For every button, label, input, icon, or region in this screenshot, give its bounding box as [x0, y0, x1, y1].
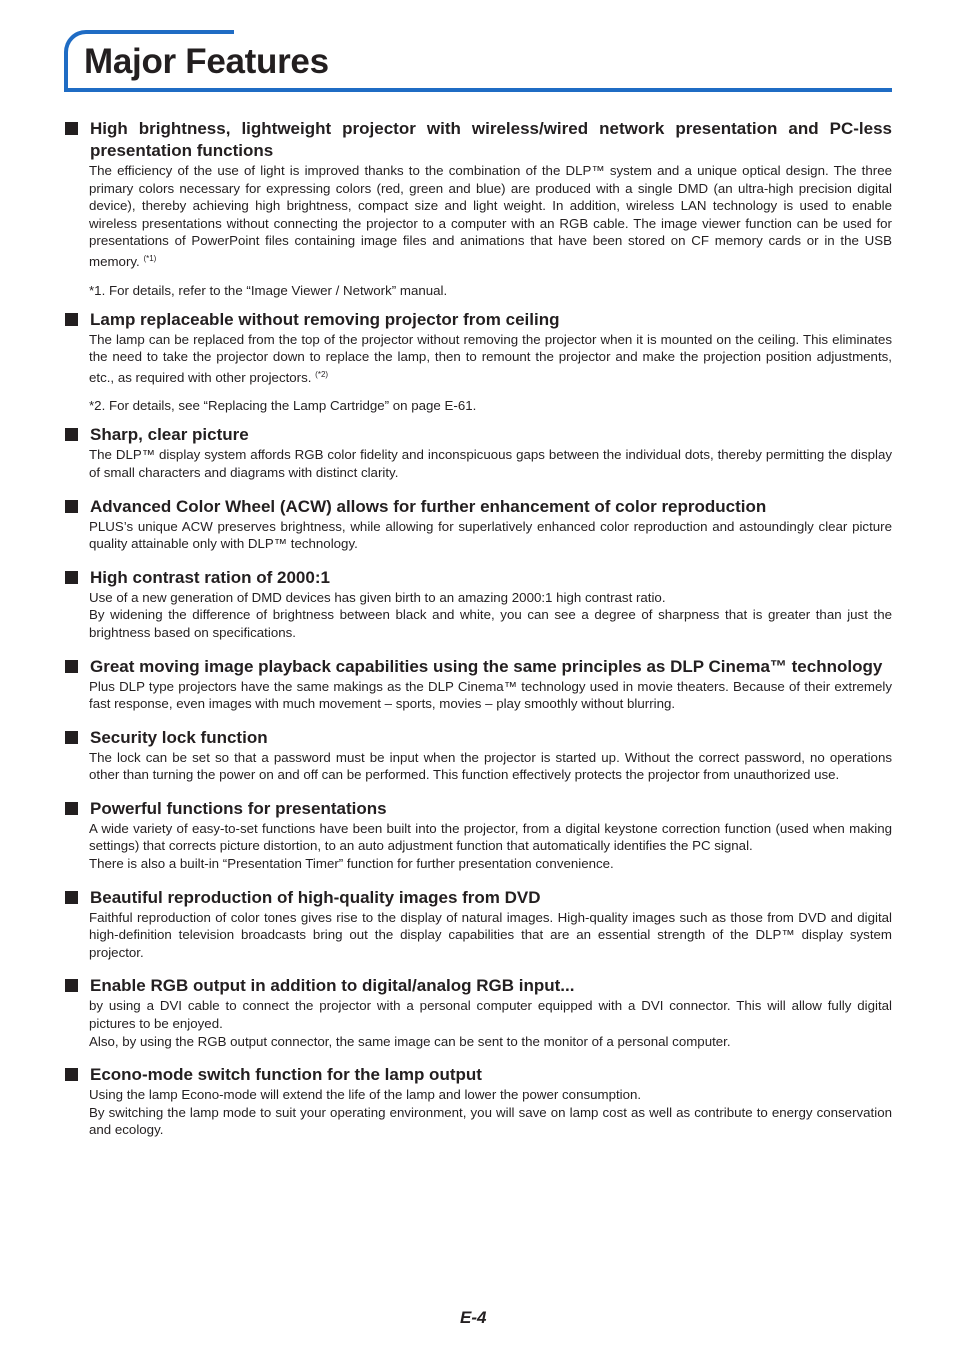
feature-body [89, 820, 892, 873]
feature-paragraph [89, 518, 892, 553]
feature-section [64, 118, 892, 299]
paragraph-text: The DLP™ display system affords RGB color fidelity and inconspicuous gaps between the individual dots, thereby permitting the display of small characters and diagrams with distinct clarity. [89, 447, 892, 480]
paragraph-text: Use of a new generation of DMD devices has given birth to an amazing 2000:1 high contrast ratio. [89, 589, 666, 605]
paragraph-text: There is also a built-in “Presentation Timer” function for further presentation convenience. [89, 856, 614, 872]
paragraph-text: The lamp can be replaced from the top of the projector without removing the projector when it is mounted on the ceiling. This eliminates the need to take the projector down to replace the lamp, then to remount the projector and make the projection position adjustments, etc., as required with other projectors. [89, 331, 892, 385]
feature-paragraph [89, 820, 892, 855]
paragraph-text: Plus DLP type projectors have the same makings as the DLP Cinema™ technology used in movie theaters. Because of their extremely fast response, even images with much movement – sports, movies – play smoothly without blurring. [89, 678, 892, 712]
feature-paragraph [89, 909, 892, 962]
feature-heading-text: Great moving image playback capabilities using the same principles as DLP Cinema™ technology [90, 656, 883, 676]
square-bullet-icon [65, 1068, 78, 1081]
square-bullet-icon [65, 122, 78, 135]
feature-heading-text: Security lock function [90, 727, 268, 747]
paragraph-text: The lock can be set so that a password must be input when the projector is started up. Without the correct password, no operations other than turning the power on and off can be performed. This function effectively protects the projector from unauthorized use. [89, 749, 892, 783]
feature-body [89, 446, 892, 481]
footnote-reference: (*2) [315, 369, 329, 379]
footnote-reference: (*1) [143, 253, 157, 263]
feature-paragraph [89, 678, 892, 713]
square-bullet-icon [65, 891, 78, 904]
feature-heading-text: Powerful functions for presentations [90, 798, 387, 818]
page-number: E-4 [460, 1308, 487, 1327]
square-bullet-icon [65, 802, 78, 815]
feature-paragraph [89, 589, 892, 607]
paragraph-text: By switching the lamp mode to suit your operating environment, you will save on lamp cost as well as contribute to energy conservation and ecology. [89, 1104, 892, 1138]
paragraph-text: By widening the difference of brightness between black and white, you can see a degree of sharpness that is greater than just the brightness based on specifications. [89, 607, 892, 640]
feature-heading-text: High brightness, lightweight projector with wireless/wired network presentation and PC-less presentation functions [90, 119, 892, 160]
feature-list [64, 118, 892, 1153]
feature-heading [64, 567, 892, 589]
feature-paragraph [89, 331, 892, 387]
feature-body [89, 909, 892, 962]
feature-heading [64, 975, 892, 997]
feature-heading-text: Econo-mode switch function for the lamp output [90, 1065, 482, 1085]
footnote: *2. For details, see “Replacing the Lamp Cartridge” on page E-61. [89, 398, 477, 414]
feature-section [64, 727, 892, 784]
paragraph-text: Using the lamp Econo-mode will extend the life of the lamp and lower the power consumption. [89, 1087, 642, 1103]
paragraph-text: A wide variety of easy-to-set functions have been built into the projector, from a digital keystone correction function (used when making settings) that corrects picture distortion, to an auto adjustment function that automatically identifies the PC signal. [89, 820, 892, 854]
feature-body [89, 331, 892, 387]
feature-heading [64, 887, 892, 909]
feature-paragraph [89, 1086, 892, 1104]
feature-section [64, 887, 892, 962]
feature-paragraph [89, 855, 892, 873]
feature-body [89, 518, 892, 553]
feature-heading [64, 309, 892, 331]
feature-section [64, 567, 892, 642]
feature-heading [64, 798, 892, 820]
feature-heading [64, 424, 892, 446]
paragraph-text: The efficiency of the use of light is improved thanks to the combination of the DLP™ system and a unique optical design. The three primary colors necessary for expressing colors (red, green and blue) are produced with a single DMD (an ultra-high precision digital device), thereby achieving high brightness, compact size and light weight. In addition, wireless LAN technology is used to enable wireless presentations without connecting the projector to a computer with an RGB cable. The image viewer function can be used for presentations of PowerPoint files containing image files and animations that have been stored on CF memory cards or in the USB memory. [89, 163, 892, 269]
feature-heading-text: High contrast ration of 2000:1 [90, 567, 330, 587]
feature-paragraph [89, 1104, 892, 1139]
feature-section [64, 309, 892, 415]
feature-heading [64, 496, 892, 518]
feature-body [89, 1086, 892, 1139]
square-bullet-icon [65, 500, 78, 513]
feature-heading-text: Advanced Color Wheel (ACW) allows for further enhancement of color reproduction [90, 496, 767, 516]
feature-paragraph [89, 606, 892, 641]
feature-heading [64, 727, 892, 749]
square-bullet-icon [65, 571, 78, 584]
feature-heading-text: Beautiful reproduction of high-quality images from DVD [90, 887, 541, 907]
square-bullet-icon [65, 428, 78, 441]
feature-section [64, 424, 892, 481]
feature-paragraph [89, 162, 892, 271]
square-bullet-icon [65, 660, 78, 673]
feature-body [89, 997, 892, 1050]
footnote: *1. For details, refer to the “Image Viewer / Network” manual. [89, 282, 448, 298]
paragraph-text: by using a DVI cable to connect the projector with a personal computer equipped with a DVI connector. This will allow fully digital pictures to be enjoyed. [89, 998, 892, 1032]
feature-heading-text: Enable RGB output in addition to digital/analog RGB input... [90, 976, 575, 996]
feature-heading-text: Lamp replaceable without removing projector from ceiling [90, 309, 560, 329]
paragraph-text: Faithful reproduction of color tones gives rise to the display of natural images. High-quality images such as those from DVD and digital high-definition television broadcasts bring out the display capabilities that are an essential strength of the DLP™ display system projector. [89, 909, 892, 960]
feature-paragraph [89, 997, 892, 1032]
square-bullet-icon [65, 979, 78, 992]
feature-body [89, 678, 892, 713]
feature-paragraph [89, 1033, 892, 1051]
page-title: Major Features [84, 42, 329, 81]
feature-section [64, 798, 892, 873]
feature-section [64, 496, 892, 553]
feature-heading-text: Sharp, clear picture [90, 425, 249, 445]
feature-body [89, 162, 892, 271]
feature-section [64, 656, 892, 713]
paragraph-text: PLUS’s unique ACW preserves brightness, while allowing for superlatively enhanced color reproduction and astoundingly clear picture quality attainable only with DLP™ technology. [89, 518, 892, 552]
feature-heading [64, 1064, 892, 1086]
feature-section [64, 975, 892, 1050]
feature-body [89, 589, 892, 642]
feature-body [89, 749, 892, 784]
feature-paragraph [89, 749, 892, 784]
feature-heading [64, 118, 892, 162]
feature-heading [64, 656, 892, 678]
feature-section [64, 1064, 892, 1139]
square-bullet-icon [65, 731, 78, 744]
paragraph-text: Also, by using the RGB output connector, the same image can be sent to the monitor of a personal computer. [89, 1033, 731, 1049]
square-bullet-icon [65, 313, 78, 326]
feature-paragraph [89, 446, 892, 481]
